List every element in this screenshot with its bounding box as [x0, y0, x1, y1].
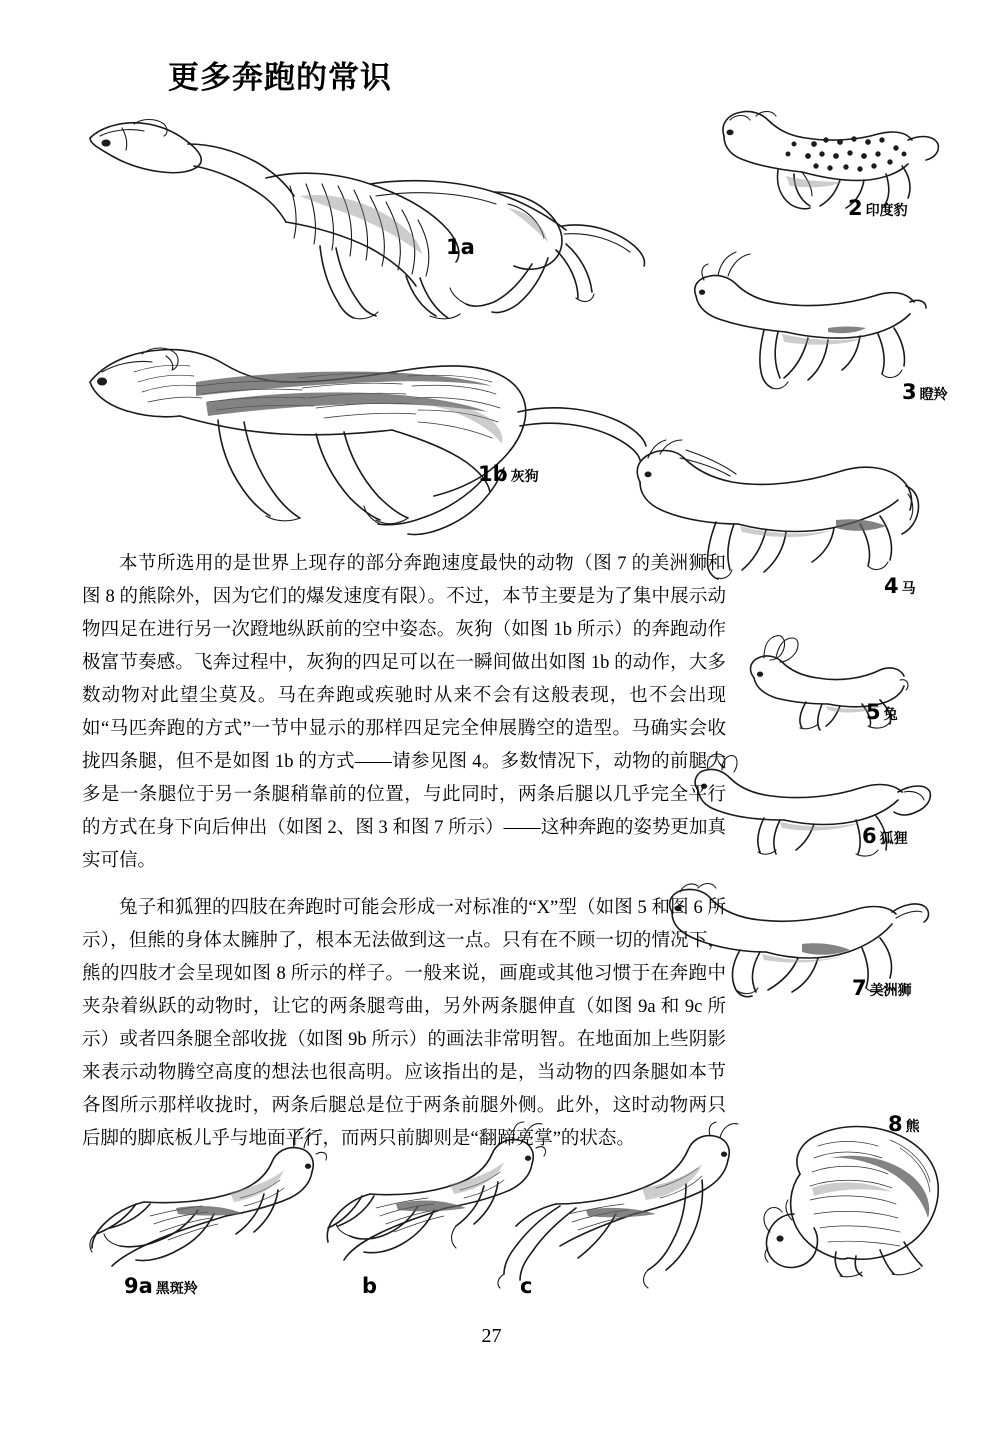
figure-4-label: 4 马	[884, 574, 916, 598]
figure-1b-illustration	[68, 320, 648, 550]
figure-2-label: 2 印度豹	[848, 196, 908, 220]
figure-3-label: 3 瞪羚	[902, 380, 948, 404]
figure-1a-label: 1a	[446, 235, 475, 259]
paragraph-1: 本节所选用的是世界上现存的部分奔跑速度最快的动物（图 7 的美洲狮和图 8 的熊除外，因为它们的爆发速度有限）。不过，本节主要是为了集中展示动物四足在进行另一次蹬地纵跃前的空中姿态。灰狗（如图 1b 所示）的奔跑动作极富节奏感。飞奔过程中，灰狗的四足可以在一瞬间做出如图 1b 的动作，大多数动物对此望尘莫及。马在奔跑或疾驰时从来不会有这般表现，也不会出现如“马匹奔跑的方式”一节中显示的那样四足完全伸展腾空的造型。马确实会收拢四条腿，但不是如图 1b 的方式——请参见图 4。多数情况下，动物的前腿大多是一条腿位于另一条腿稍靠前的位置，与此同时，两条后腿以几乎完全平行的方式在身下向后伸出（如图 2、图 3 和图 7 所示）——这种奔跑的姿势更加真实可信。	[82, 554, 726, 871]
figure-7-label: 7 美洲狮	[852, 976, 912, 1000]
figure-8-label: 8 熊	[888, 1112, 920, 1136]
figure-6-label: 6 狐狸	[862, 824, 908, 848]
figure-5-label: 5 兔	[866, 700, 898, 724]
figure-8-illustration	[740, 1118, 960, 1278]
page-title: 更多奔跑的常识	[168, 60, 392, 96]
figure-9a-label: 9a 黑斑羚	[124, 1274, 198, 1298]
paragraph-2: 兔子和狐狸的四肢在奔跑时可能会形成一对标准的“X”型（如图 5 和图 6 所示），但熊的身体太臃肿了，根本无法做到这一点。只有在不顾一切的情况下，熊的四肢才会呈现如图 8 所示的样子。一般来说，画鹿或其他习惯于在奔跑中夹杂着纵跃的动物时，让它的两条腿弯曲，另外两条腿伸直（如图 9a 和 9c 所示）或者四条腿全部收拢（如图 9b 所示）的画法非常明智。在地面加上些阴影来表示动物腾空高度的想法也很高明。应该指出的是，当动物的四条腿如本节各图所示那样收拢时，两条后腿总是位于两条前腿外侧。此外，这时动物两只后脚的脚底板儿乎与地面平行，而两只前脚则是“翻蹄亮掌”的状态。	[82, 898, 726, 1149]
figure-9b-label: b	[362, 1274, 378, 1298]
figure-3-illustration	[678, 250, 928, 390]
page-number: 27	[481, 1325, 502, 1347]
figure-1b-label: 1b 灰狗	[478, 462, 539, 486]
figure-1a-illustration	[70, 100, 650, 320]
figure-9c-label: c	[520, 1274, 533, 1298]
body-text	[82, 548, 726, 1170]
